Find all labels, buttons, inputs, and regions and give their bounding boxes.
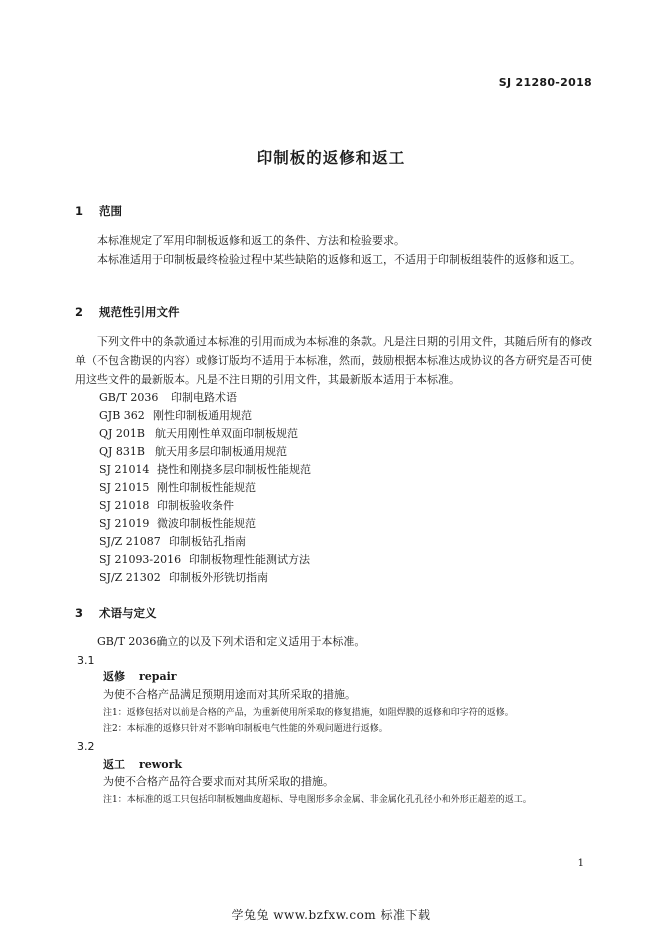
term-cn: 返修 [103,670,125,683]
reference-item [99,389,237,405]
reference-item [99,479,256,495]
section-1-heading [75,203,122,219]
section-number: 3 [75,606,84,620]
term-heading [103,668,177,684]
reference-code: QJ 201B [99,427,146,440]
reference-item [99,497,234,513]
section-number: 1 [75,204,84,218]
section-number: 2 [75,305,84,319]
reference-code: SJ 21093-2016 [99,553,182,566]
page-number: 1 [577,858,584,869]
section-3-heading [75,605,157,621]
section-title: 术语与定义 [99,606,157,620]
scope-paragraph-1: 本标准规定了军用印制板返修和返工的条件、方法和检验要求。 [97,234,405,247]
reference-title: 印制板外形铣切指南 [169,571,268,584]
reference-title: 印制板验收条件 [157,499,234,512]
reference-item [99,443,287,459]
term-cn: 返工 [103,758,125,771]
reference-item [99,515,256,531]
page-title: 印制板的返修和返工 [256,149,406,167]
clause-number: 3.1 [77,654,95,667]
scope-paragraph-2: 本标准适用于印制板最终检验过程中某些缺陷的返修和返工，不适用于印制板组装件的返修和返工。 [97,253,581,266]
reference-title: 微波印制板性能规范 [157,517,256,530]
section-title: 范围 [99,204,123,218]
term-note: 注1：返修包括对以前是合格的产品，为重新使用所采取的修复措施，如阻焊膜的返修和印字符的返修。 [103,708,514,718]
reference-code: QJ 831B [99,445,146,458]
reference-title: 刚性印制板通用规范 [153,409,252,422]
term-note: 注1：本标准的返工只包括印制板翘曲度超标、导电图形多余金属、非金属化孔孔径小和外形正超差的返工。 [103,795,532,805]
refs-intro-paragraph: 下列文件中的条款通过本标准的引用而成为本标准的条款。凡是注日期的引用文件，其随后所有的修改单（不包含勘误的内容）或修订版均不适用于本标准，然而，鼓励根据本标准达成协议的各方研究是否可使用这些文件的最新版本。凡是不注日期的引用文件，其最新版本适用于本标准。 [75,335,592,386]
reference-item [99,407,252,423]
reference-code: SJ 21018 [99,499,150,512]
term-en: repair [139,670,177,683]
reference-code: GB/T 2036 [99,391,159,404]
term-note: 注2：本标准的返修只针对不影响印制板电气性能的外观问题进行返修。 [103,724,388,734]
standard-code: SJ 21280-2018 [498,76,592,89]
term-heading [103,756,182,772]
terms-intro-paragraph: GB/T 2036确立的以及下列术语和定义适用于本标准。 [97,635,366,648]
reference-item [99,569,268,585]
section-2-heading [75,304,180,320]
term-en: rework [139,758,183,771]
reference-item [99,425,298,441]
reference-code: SJ 21015 [99,481,150,494]
reference-title: 挠性和刚挠多层印制板性能规范 [157,463,311,476]
term-definition: 为使不合格产品符合要求而对其所采取的措施。 [103,775,334,788]
reference-title: 航天用刚性单双面印制板规范 [155,427,298,440]
reference-code: SJ 21019 [99,517,150,530]
section-title: 规范性引用文件 [99,305,180,319]
reference-title: 印制板钻孔指南 [169,535,246,548]
reference-code: SJ/Z 21302 [99,571,161,584]
reference-code: SJ 21014 [99,463,150,476]
reference-title: 印制电路术语 [171,391,237,404]
term-definition: 为使不合格产品满足预期用途而对其所采取的措施。 [103,688,356,701]
site-footer-watermark: 学兔兔 www.bzfxw.com 标准下载 [231,908,431,922]
clause-number: 3.2 [77,740,95,753]
reference-code: GJB 362 [99,409,145,422]
reference-title: 航天用多层印制板通用规范 [155,445,287,458]
reference-title: 印制板物理性能测试方法 [189,553,310,566]
reference-item [99,461,311,477]
reference-item [99,533,246,549]
reference-code: SJ/Z 21087 [99,535,161,548]
reference-item [99,551,310,567]
reference-title: 刚性印制板性能规范 [157,481,256,494]
